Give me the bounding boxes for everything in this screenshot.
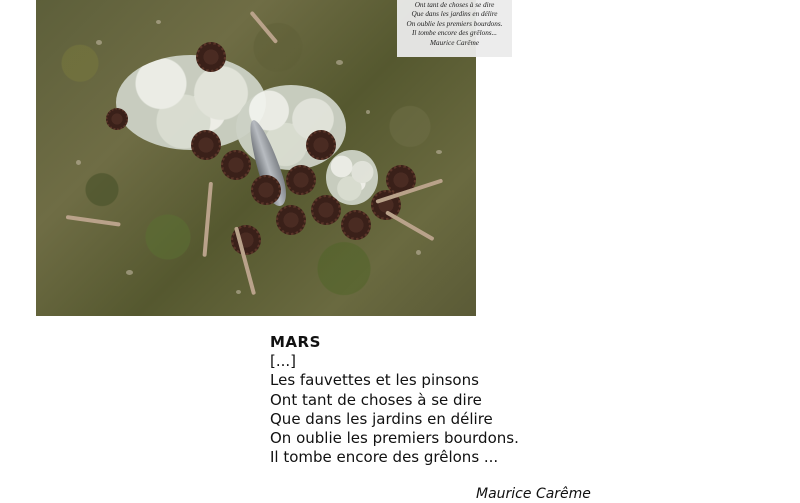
twig bbox=[249, 11, 278, 44]
seed-pod bbox=[196, 42, 226, 72]
seed-pod bbox=[311, 195, 341, 225]
poem-line: Ont tant de choses à se dire bbox=[270, 390, 482, 409]
seed-pod bbox=[306, 130, 336, 160]
poem-author: Maurice Carême bbox=[476, 486, 591, 502]
twig bbox=[385, 210, 435, 241]
seed-pod bbox=[251, 175, 281, 205]
pebble bbox=[366, 110, 370, 114]
twig bbox=[66, 215, 121, 227]
nature-photo bbox=[36, 0, 503, 316]
poem-line: [...] bbox=[270, 352, 297, 370]
poem-line: Il tombe encore des grêlons ... bbox=[270, 448, 499, 467]
pebble bbox=[76, 160, 81, 165]
seed-pod bbox=[286, 165, 316, 195]
poem-line: Les fauvettes et les pinsons bbox=[270, 371, 479, 390]
seed-pod bbox=[191, 130, 221, 160]
poem-line: On oublie les premiers bourdons. bbox=[270, 429, 519, 448]
pebble bbox=[126, 270, 133, 275]
seed-pod bbox=[221, 150, 251, 180]
poem-line: Que dans les jardins en délire bbox=[270, 409, 493, 428]
photo-card-line: Ont tant de choses à se dire bbox=[414, 1, 495, 9]
pebble bbox=[416, 250, 421, 255]
seed-pod bbox=[276, 205, 306, 235]
seed-pod bbox=[341, 210, 371, 240]
pebble bbox=[436, 150, 442, 154]
photo-card-line: Il tombe encore des grêlons... bbox=[412, 29, 497, 38]
photo-card-line: On oublie les premiers bourdons. bbox=[406, 19, 503, 28]
seed-pod bbox=[106, 108, 128, 130]
pebble bbox=[96, 40, 102, 45]
photo-poem-card bbox=[397, 0, 512, 57]
pebble bbox=[336, 60, 343, 65]
pebble bbox=[236, 290, 241, 294]
twig bbox=[202, 182, 213, 257]
photo-card-line: Que dans les jardins en délire bbox=[411, 10, 498, 19]
poem-block bbox=[270, 332, 519, 468]
photo-card-author: Maurice Carême bbox=[430, 38, 479, 47]
pebble bbox=[156, 20, 161, 24]
poem-title: MARS bbox=[270, 333, 321, 351]
